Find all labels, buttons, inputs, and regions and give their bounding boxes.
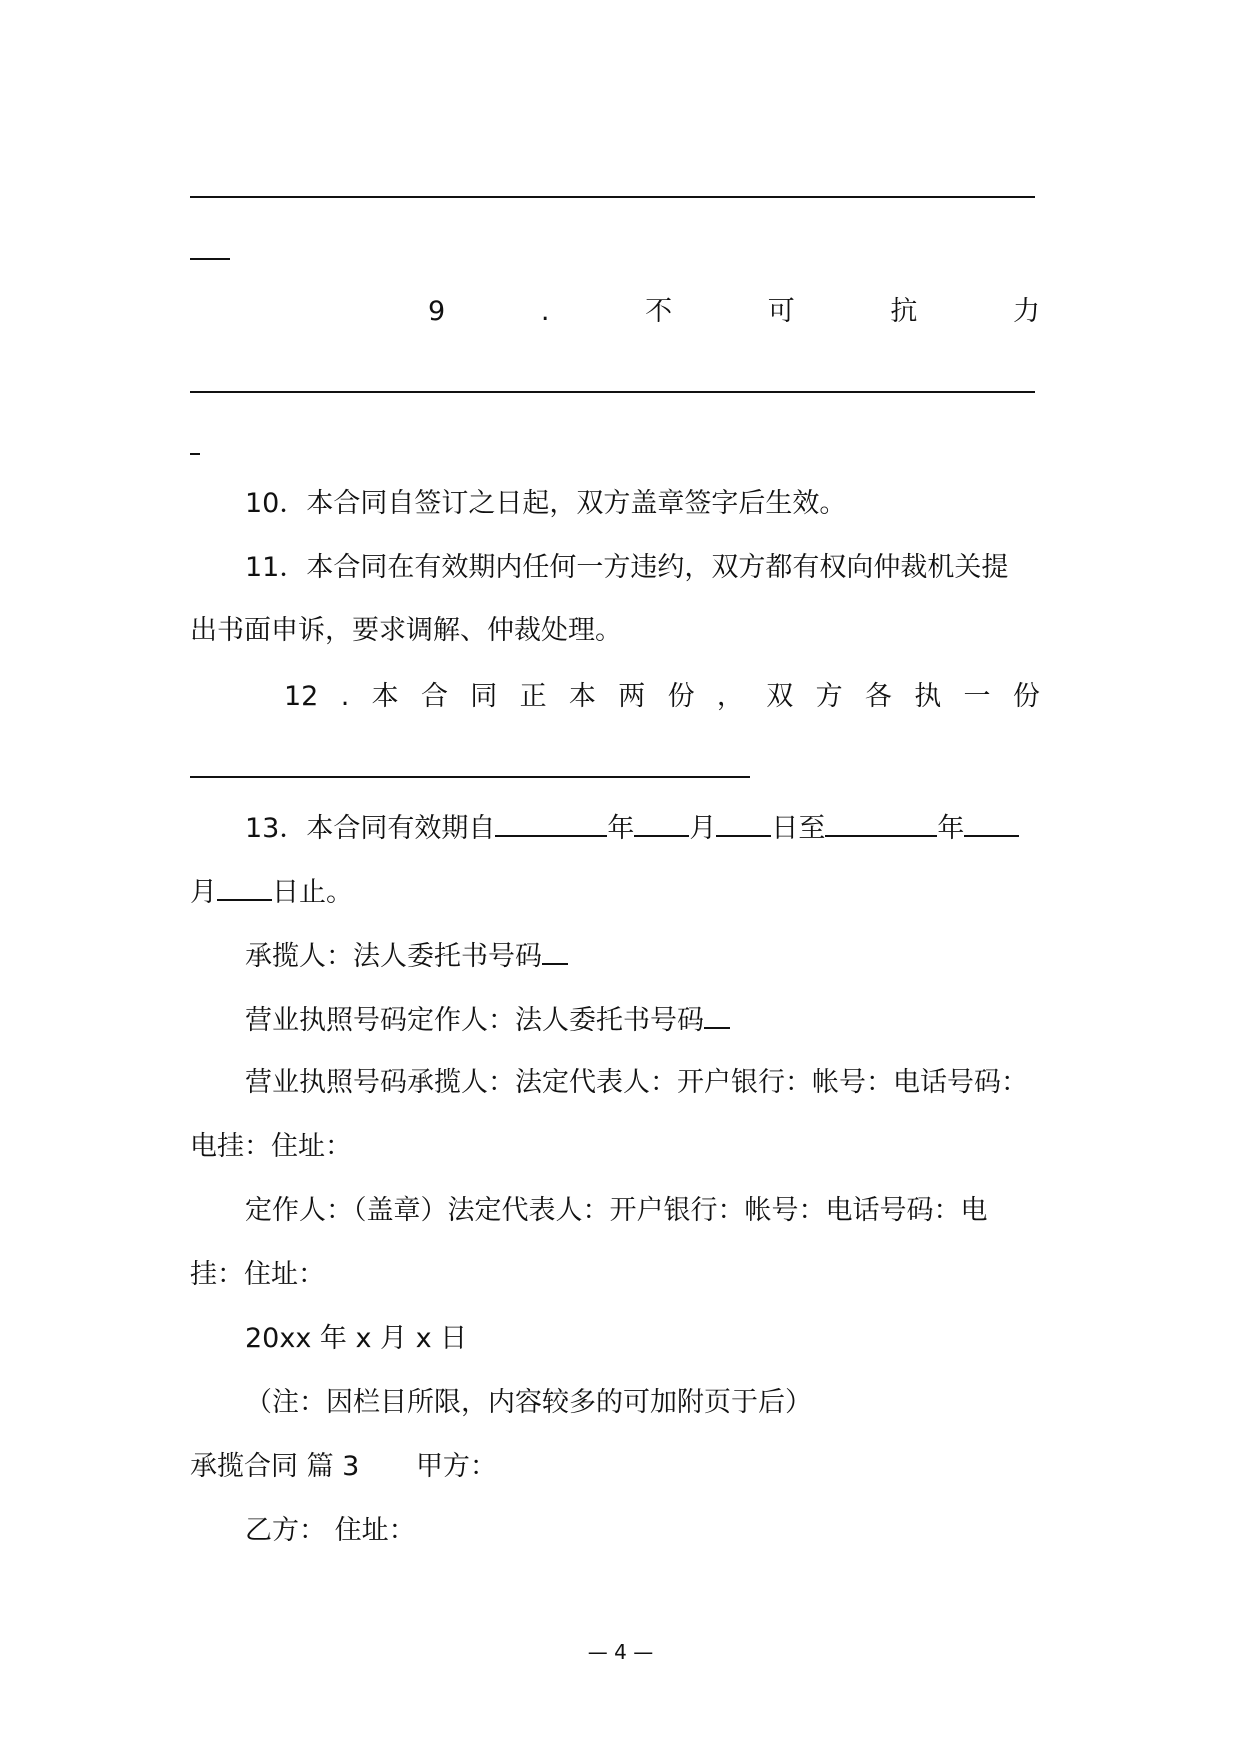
party-b-line: 乙方： 住址： <box>245 1515 416 1546</box>
item-10: 10．本合同自签订之日起，双方盖章签字后生效。 <box>245 488 847 519</box>
text-char: 一 <box>963 681 991 712</box>
blank-rule <box>190 776 750 778</box>
text-char: 同 <box>470 681 498 712</box>
text-char: 合 <box>420 681 448 712</box>
blank-rule <box>190 258 230 260</box>
code-blank <box>542 935 568 965</box>
end-label: 日止。 <box>272 877 353 908</box>
text-char: 执 <box>914 681 942 712</box>
note: （注：因栏目所限，内容较多的可加附页于后） <box>245 1387 812 1418</box>
month-label: 月 <box>190 877 217 908</box>
text-char: 本 <box>371 681 399 712</box>
item-11-line-1: 11．本合同在有效期内任何一方违约，双方都有权向仲裁机关提 <box>245 552 1009 583</box>
month-blank <box>964 807 1019 837</box>
item-13-line-2 <box>190 871 353 913</box>
signing-date: 20xx 年 x 月 x 日 <box>245 1323 468 1354</box>
blank-rule <box>190 453 200 455</box>
client-line <box>245 999 730 1041</box>
client-info-line-2: 挂：住址： <box>190 1259 325 1290</box>
text-char: ， <box>716 681 744 712</box>
contractor-line <box>245 935 568 977</box>
page-number: — 4 — <box>587 1640 654 1664</box>
text-char: 正 <box>519 681 547 712</box>
contractor-info-line-2: 电挂：住址： <box>190 1131 352 1162</box>
year-label: 年 <box>607 813 635 844</box>
text-char: 各 <box>864 681 892 712</box>
item-13-line-1 <box>245 807 1019 849</box>
year-label: 年 <box>937 813 965 844</box>
contractor-info-line-1: 营业执照号码承揽人：法定代表人：开户银行：帐号：电话号码： <box>245 1067 1028 1098</box>
text-char: 份 <box>667 681 695 712</box>
item-11-line-2: 出书面申诉，要求调解、仲裁处理。 <box>190 615 622 646</box>
item-separator: . <box>540 296 550 327</box>
section-3-title: 承揽合同 篇 3 <box>190 1451 360 1482</box>
blank-rule <box>190 196 1035 198</box>
blank-rule <box>190 391 1035 393</box>
item-number: 12 <box>284 681 319 712</box>
year-blank <box>495 807 607 837</box>
item-number: 9 <box>428 296 446 327</box>
item-13-prefix: 13．本合同有效期自 <box>245 813 496 844</box>
month-label: 月 <box>689 813 717 844</box>
text-char: 本 <box>568 681 596 712</box>
day-blank <box>716 807 771 837</box>
text-char: 方 <box>815 681 843 712</box>
contractor-label: 承揽人：法人委托书号码 <box>245 941 542 972</box>
code-blank <box>704 999 730 1029</box>
heading-char: 抗 <box>890 296 918 327</box>
text-char: 两 <box>618 681 646 712</box>
item-9-heading <box>428 292 1040 332</box>
item-separator: . <box>340 681 350 712</box>
client-info-line-1: 定作人：（盖章）法定代表人：开户银行：帐号：电话号码：电 <box>245 1195 988 1226</box>
text-char: 双 <box>766 681 794 712</box>
heading-char: 不 <box>645 296 673 327</box>
heading-char: 力 <box>1012 296 1040 327</box>
month-blank <box>634 807 689 837</box>
year-blank <box>825 807 937 837</box>
text-char: 份 <box>1012 681 1040 712</box>
day-blank <box>217 871 272 901</box>
party-a-label: 甲方： <box>415 1451 497 1482</box>
item-12 <box>284 677 1040 717</box>
heading-char: 可 <box>767 296 795 327</box>
day-to-label: 日至 <box>771 813 826 844</box>
client-label: 营业执照号码定作人：法人委托书号码 <box>245 1005 704 1036</box>
section-3-heading <box>190 1447 497 1487</box>
